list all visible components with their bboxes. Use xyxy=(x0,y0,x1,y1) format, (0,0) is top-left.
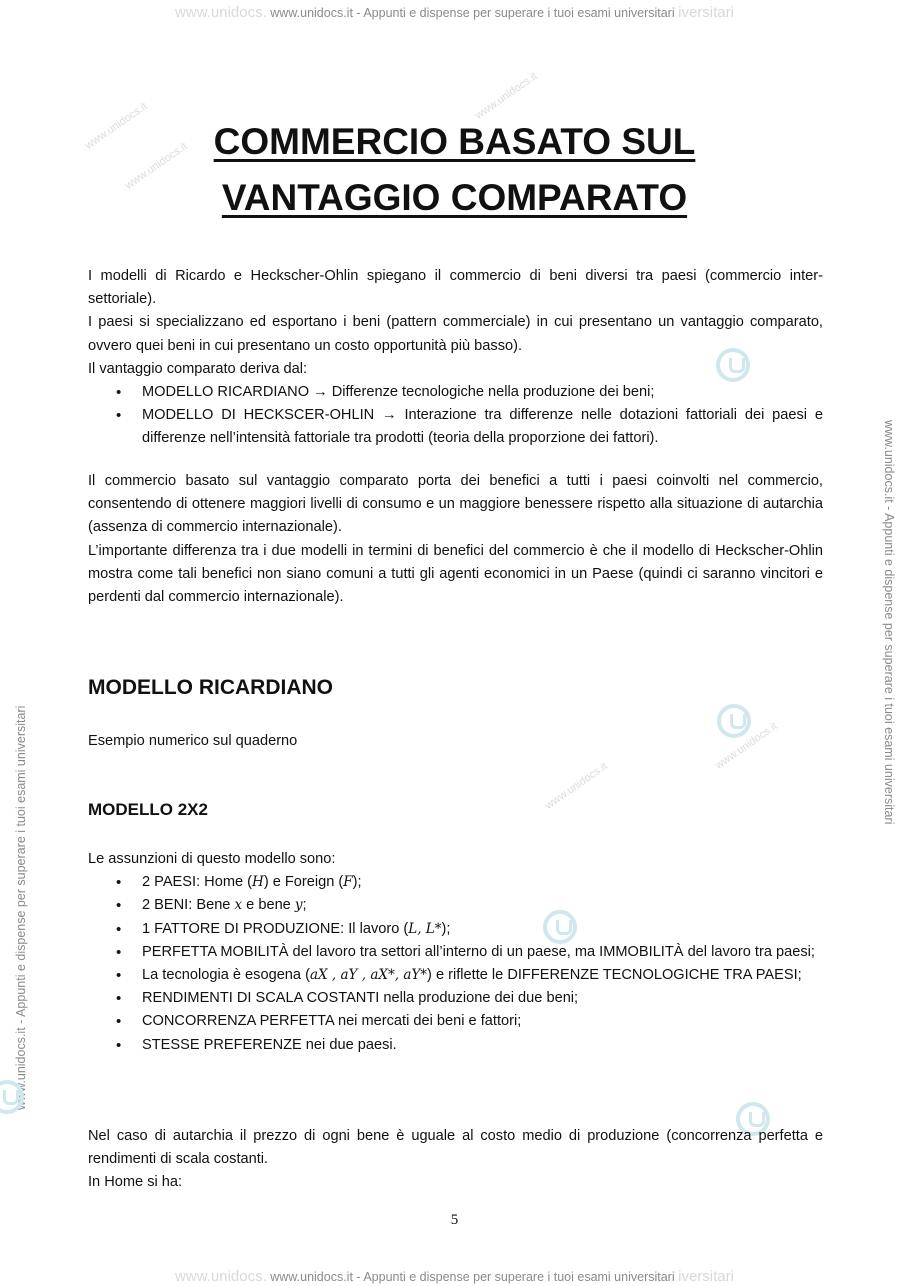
intro-paragraph-2: I paesi si specializzano ed esportano i beni (pattern commerciale) in cui presentano un vantaggio comparato, ovvero quei beni in cui presentano un costo opportunità più basso). xyxy=(88,314,823,354)
watermark-faint-right: iversitari xyxy=(678,1268,734,1285)
text-span: La tecnologia è esogena ( xyxy=(142,967,310,984)
intro-paragraph-1: I modelli di Ricardo e Heckscher-Ohlin spiegano il commercio di beni diversi tra paesi (commercio inter-settoriale). xyxy=(88,268,823,308)
faint-stamp: www.unidocs.it xyxy=(473,70,540,122)
faint-stamp: www.unidocs.it xyxy=(123,140,190,192)
list-item: • STESSE PREFERENZE nei due paesi. xyxy=(142,1034,823,1057)
title-line-2: VANTAGGIO COMPARATO xyxy=(221,177,688,218)
numeric-example-note: Esempio numerico sul quaderno xyxy=(88,733,298,749)
text-span: ); xyxy=(352,874,362,891)
list-item: • CONCORRENZA PERFETTA nei mercati dei beni e fattori; xyxy=(142,1010,823,1033)
intro-paragraph-3: Il vantaggio comparato deriva dal: xyxy=(88,360,308,377)
math-symbol: F xyxy=(343,874,353,891)
watermark-faint-left: www.unidocs. xyxy=(175,1268,267,1285)
watermark-right: www.unidocs.it - Appunti e dispense per superare i tuoi esami universitari xyxy=(882,420,896,825)
list-item xyxy=(142,918,823,941)
math-symbol: aX , aY , aX*, aY* xyxy=(309,967,428,984)
watermark-top-text: www.unidocs.it - Appunti e dispense per superare i tuoi esami universitari xyxy=(270,6,675,20)
faint-stamp: www.unidocs.it xyxy=(543,760,610,812)
text-span: ) e Foreign ( xyxy=(263,874,344,891)
list-item: • MODELLO DI HECKSCER-OHLIN → Interazione tra differenze nelle dotazioni fattoriali dei paesi e differenze nell’intensità fattoriale tra prodotti (teoria della proporzione dei fattori). xyxy=(142,404,823,450)
text-span: 2 BENI: Bene xyxy=(142,897,235,914)
assumptions-intro: Le assunzioni di questo modello sono: xyxy=(88,851,336,867)
intro-section xyxy=(88,265,823,451)
page-number: 5 xyxy=(450,1212,459,1228)
list-item: • MODELLO RICARDIANO → Differenze tecnologiche nella produzione dei beni; xyxy=(142,381,823,404)
list-item xyxy=(142,894,823,917)
text-span: 1 FATTORE DI PRODUZIONE: Il lavoro ( xyxy=(142,920,409,937)
closing-paragraph-1: Nel caso di autarchia il prezzo di ogni bene è uguale al costo medio di produzione (concorrenza perfetta e rendimenti di scala costanti. xyxy=(88,1128,823,1168)
list-item xyxy=(142,871,823,894)
benefits-paragraph-1: Il commercio basato sul vantaggio comparato porta dei benefici a tutti i paesi coinvolti nel commercio, consentendo di ottenere maggiori livelli di consumo e un maggiore benessere rispetto alla situazione di autarchia (assenza di commercio internazionale). xyxy=(88,473,823,536)
text-span: ); xyxy=(441,920,451,937)
section-heading-ricardiano: MODELLO RICARDIANO xyxy=(88,676,333,699)
closing-section xyxy=(88,1125,823,1195)
watermark-faint-left: www.unidocs. xyxy=(175,4,267,21)
list-item: • RENDIMENTI DI SCALA COSTANTI nella produzione dei due beni; xyxy=(142,987,823,1010)
math-symbol: x xyxy=(234,897,243,914)
watermark-bottom-text: www.unidocs.it - Appunti e dispense per superare i tuoi esami universitari xyxy=(270,1270,675,1284)
text-span: ; xyxy=(302,897,307,914)
math-symbol: L, L* xyxy=(408,920,442,937)
watermark-bottom xyxy=(0,1268,909,1285)
watermark-top xyxy=(0,4,909,21)
assumptions-section xyxy=(88,848,823,1057)
benefits-paragraph-2: L’importante differenza tra i due modelli in termini di benefici del commercio è che il modello di Heckscher-Ohlin mostra come tali benefici non siano comuni a tutti gli agenti economici in un Paese (quindi ci saranno vincitori e perdenti dal commercio internazionale). xyxy=(88,542,823,606)
benefits-section xyxy=(88,470,823,609)
title-line-1: COMMERCIO BASATO SUL xyxy=(213,121,696,162)
section-note xyxy=(88,730,823,753)
faint-stamp: www.unidocs.it xyxy=(83,100,150,152)
intro-bullet-list xyxy=(88,381,823,451)
list-item: • PERFETTA MOBILITÀ del lavoro tra settori all’interno di un paese, ma IMMOBILITÀ del lavoro tra paesi; xyxy=(142,941,823,964)
section-heading-2x2: MODELLO 2X2 xyxy=(88,800,208,819)
math-symbol: y xyxy=(294,897,303,914)
watermark-faint-right: iversitari xyxy=(678,4,734,21)
document-title xyxy=(0,114,909,226)
closing-paragraph-2: In Home si ha: xyxy=(88,1174,183,1191)
list-item xyxy=(142,964,823,987)
math-symbol: H xyxy=(252,874,264,891)
assumptions-list xyxy=(88,871,823,1057)
watermark-left: www.unidocs.it - Appunti e dispense per superare i tuoi esami universitari xyxy=(14,705,28,1110)
text-span: e bene xyxy=(242,897,295,914)
text-span: 2 PAESI: Home ( xyxy=(142,874,253,891)
faint-stamp: www.unidocs.it xyxy=(713,720,780,772)
text-span: ) e riflette le DIFFERENZE TECNOLOGICHE TRA PAESI; xyxy=(427,967,802,984)
